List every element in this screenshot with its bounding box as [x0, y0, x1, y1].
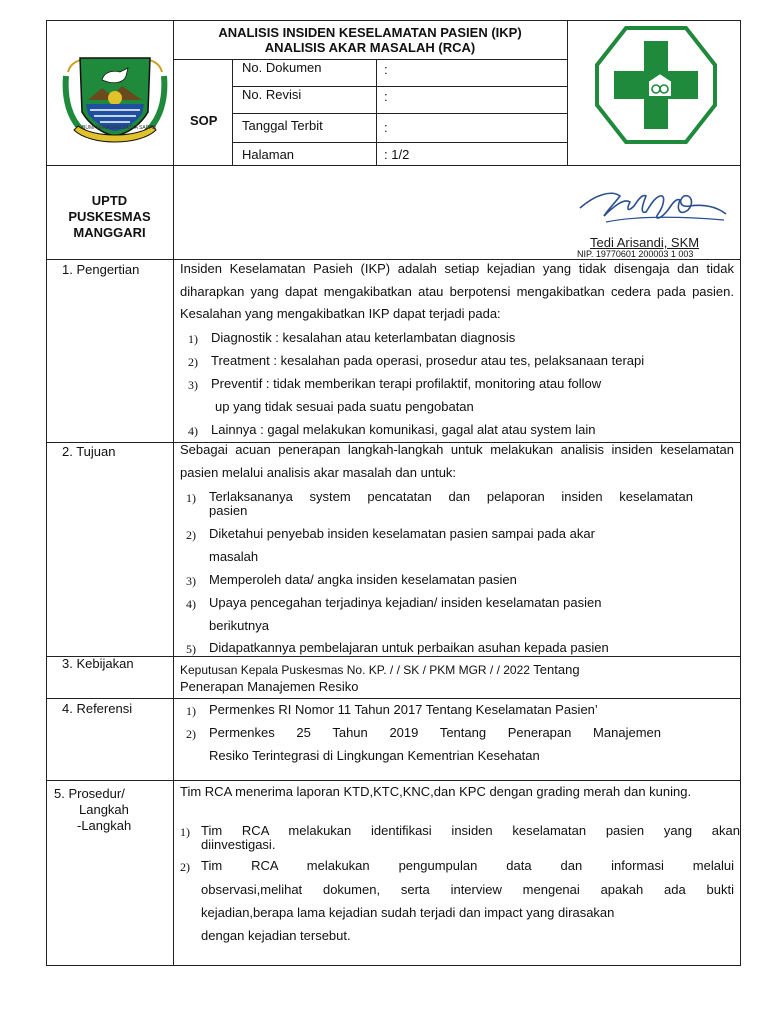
referensi-item-continuation: Resiko Terintegrasi di Lingkungan Kementrian Kesehatan: [209, 748, 540, 763]
tujuan-item: Didapatkannya pembelajaran untuk perbaikan asuhan kepada pasien: [209, 640, 609, 655]
tujuan-item-number: 5): [186, 642, 196, 656]
puskesmas-logo: [594, 25, 718, 145]
prosedur-item: Tim RCA melakukan identifikasi insiden keselamatan pasien yang akan: [201, 823, 740, 838]
section-label-prosedur-line2: Langkah: [79, 802, 129, 817]
pengertian-item-number: 3): [188, 378, 198, 392]
section-label-prosedur: 5. Prosedur/: [54, 786, 125, 801]
pengertian-item-number: 2): [188, 355, 198, 369]
field-label-halaman: Halaman: [242, 147, 295, 162]
prosedur-item-continuation: observasi,melihat dokumen, serta interview mengenai apakah ada bukti: [201, 882, 734, 897]
tujuan-intro: Sebagai acuan penerapan langkah-langkah untuk melakukan analisis insiden keselamatan pasien melalui analisis akar masalah dan untuk:: [180, 442, 734, 480]
prosedur-item-continuation: diinvestigasi.: [201, 837, 276, 852]
tujuan-item-number: 1): [186, 491, 196, 505]
prosedur-item-continuation: dengan kejadian tersebut.: [201, 928, 351, 943]
pengertian-item: Treatment : kesalahan pada operasi, prosedur atau tes, pelaksanaan terapi: [211, 353, 645, 368]
referensi-item: Permenkes RI Nomor 11 Tahun 2017 Tentang Keselamatan Pasien’: [209, 702, 598, 717]
emblem-motto: BUMI SERAGAM SATYA SADAR: [82, 125, 157, 131]
section-label-referensi: 4. Referensi: [62, 701, 133, 716]
document-title-line1: ANALISIS INSIDEN KESELAMATAN PASIEN (IKP): [218, 25, 522, 40]
field-value-no-revisi: :: [384, 89, 388, 104]
header-bottom-line: [46, 165, 741, 166]
field-value-halaman: : 1/2: [384, 147, 410, 162]
pengertian-item: Lainnya : gagal melakukan komunikasi, gagal alat atau system lain: [211, 422, 596, 437]
signer-name: Tedi Arisandi, SKM: [590, 235, 700, 250]
tujuan-item: Terlaksananya system pencatatan dan pelaporan insiden keselamatan: [209, 489, 693, 504]
field-value-no-dokumen: :: [384, 62, 388, 77]
section-label-kebijakan: 3. Kebijakan: [62, 656, 134, 671]
pengertian-item: Preventif : tidak memberikan terapi profilaktif, monitoring atau follow: [211, 376, 602, 391]
section-line: [46, 780, 741, 781]
tujuan-item-continuation: masalah: [209, 549, 259, 564]
document-title-line2: ANALISIS AKAR MASALAH (RCA): [264, 40, 476, 55]
pengertian-item-continuation: up yang tidak sesuai pada suatu pengobatan: [215, 399, 474, 414]
prosedur-item-continuation: kejadian,berapa lama kejadian sudah terjadi dan impact yang dirasakan: [201, 905, 615, 920]
prosedur-intro: Tim RCA menerima laporan KTD,KTC,KNC,dan KPC dengan grading merah dan kuning.: [180, 784, 692, 799]
tujuan-item: Diketahui penyebab insiden keselamatan pasien sampai pada akar: [209, 526, 595, 541]
section-label-prosedur-line3: -Langkah: [77, 818, 132, 833]
field-value-divider: [376, 59, 377, 165]
field-value-tanggal-terbit: :: [384, 120, 388, 135]
field-row-line: [232, 113, 567, 114]
sop-label-divider: [232, 59, 233, 165]
section-label-pengertian: 1. Pengertian: [62, 262, 140, 277]
referensi-item-number: 2): [186, 727, 196, 741]
section-line: [46, 698, 741, 699]
tujuan-item: Upaya pencegahan terjadinya kejadian/ insiden keselamatan pasien: [209, 595, 602, 610]
section-label-tujuan: 2. Tujuan: [62, 444, 116, 459]
unit-name-line1: UPTD: [91, 193, 128, 208]
prosedur-item: Tim RCA melakukan pengumpulan data dan informasi melalui: [201, 858, 734, 873]
tujuan-item-number: 3): [186, 574, 196, 588]
kebijakan-tentang: Tentang: [533, 662, 580, 677]
pengertian-item: Diagnostik : kesalahan atau keterlambatan diagnosis: [211, 330, 516, 345]
column-divider: [173, 20, 174, 966]
kebijakan-line: [180, 662, 580, 678]
pengertian-item-number: 4): [188, 424, 198, 438]
tujuan-item-number: 2): [186, 528, 196, 542]
unit-name-line2: PUSKESMAS: [68, 209, 151, 224]
tujuan-item-number: 4): [186, 597, 196, 611]
sop-label: SOP: [190, 113, 218, 128]
tujuan-item-continuation: pasien: [209, 503, 248, 518]
referensi-item: Permenkes 25 Tahun 2019 Tentang Penerapan Manajemen: [209, 725, 661, 740]
field-row-line: [232, 142, 567, 143]
field-label-no-dokumen: No. Dokumen: [242, 60, 322, 75]
unit-name-line3: MANGGARI: [73, 225, 146, 240]
signer-nip: NIP. 19770601 200003 1 003: [577, 249, 694, 259]
tujuan-item-continuation: berikutnya: [209, 618, 269, 633]
prosedur-item-number: 2): [180, 860, 190, 874]
pengertian-item-number: 1): [188, 332, 198, 346]
section-line: [46, 656, 741, 657]
signature-image: [576, 176, 736, 236]
kebijakan-line-2: Penerapan Manajemen Resiko: [180, 679, 359, 694]
pengertian-intro: Insiden Keselamatan Pasieh (IKP) adalah setiap kejadian yang tidak disengaja dan tidak diharapkan yang dapat mengakibatkan atau berpotensi mengakibatkan cedera pada pasien. Kesalahan yang mengakibatkan IKP dapat terjadi pada:: [180, 261, 734, 321]
field-label-no-revisi: No. Revisi: [242, 87, 302, 102]
tujuan-item: Memperoleh data/ angka insiden keselamatan pasien: [209, 572, 517, 587]
field-label-tanggal-terbit: Tanggal Terbit: [242, 118, 323, 133]
prosedur-item-number: 1): [180, 825, 190, 839]
kebijakan-decree: Keputusan Kepala Puskesmas No. KP. / / SK / PKM MGR / / 2022: [180, 663, 530, 677]
referensi-item-number: 1): [186, 704, 196, 718]
regency-emblem-logo: [60, 50, 170, 148]
header-right-divider: [567, 20, 568, 165]
